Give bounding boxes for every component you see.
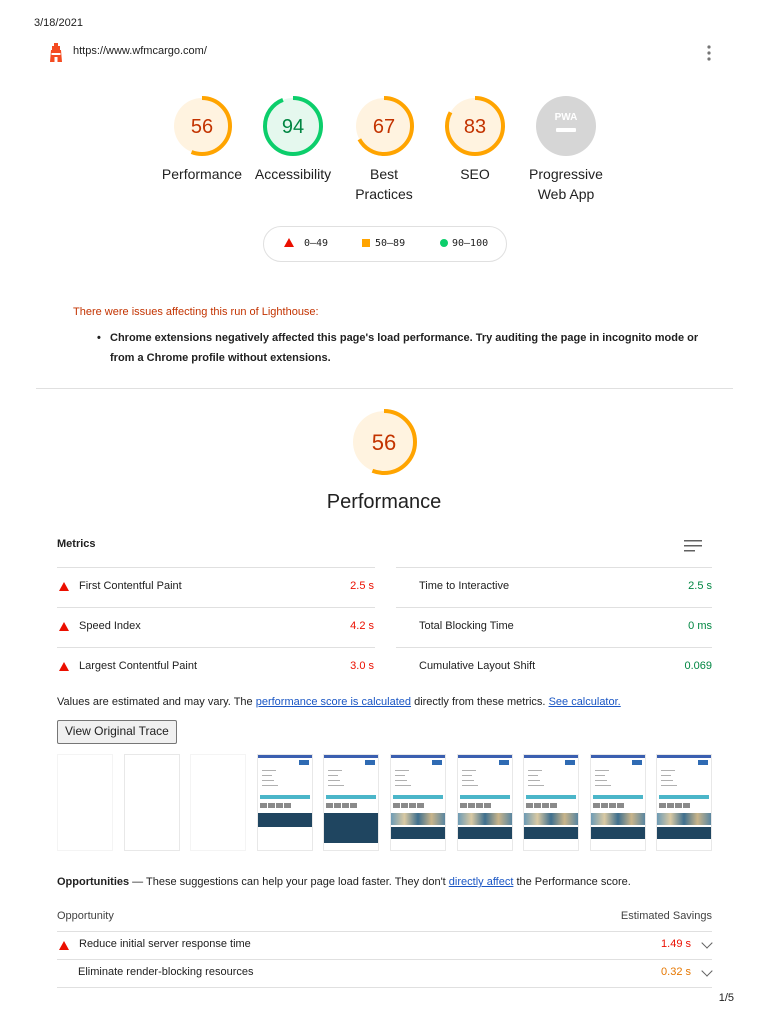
metric-value: 0 ms — [688, 620, 712, 632]
gauge-seo[interactable] — [427, 94, 523, 184]
row-divider — [396, 647, 712, 648]
gauge-label: Progressive Web App — [529, 166, 603, 202]
chevron-down-icon[interactable] — [701, 965, 712, 976]
fail-triangle-icon — [59, 662, 69, 671]
filmstrip-frame — [323, 754, 379, 851]
section-divider — [36, 388, 733, 389]
legend-fail: 0–49 — [304, 238, 329, 249]
svg-text:67: 67 — [372, 116, 396, 138]
gauge-accessibility[interactable] — [245, 94, 341, 184]
svg-text:94: 94 — [281, 116, 305, 138]
gauge-pwa[interactable] — [518, 94, 614, 204]
metric-value: 3.0 s — [350, 660, 374, 672]
note-text: Values are estimated and may vary. The — [57, 696, 256, 708]
opportunities-title: Opportunities — [57, 876, 130, 888]
legend-pass: 90–100 — [452, 238, 489, 249]
row-divider — [57, 647, 375, 648]
fail-triangle-icon — [284, 238, 294, 247]
metric-label: Largest Contentful Paint — [79, 660, 198, 672]
gauge-accessibility-ring — [261, 94, 325, 158]
more-options-icon[interactable] — [704, 44, 714, 62]
filmstrip-frame — [124, 754, 180, 851]
gauge-label: SEO — [460, 166, 490, 182]
filmstrip-frame — [590, 754, 646, 851]
filmstrip-frame — [57, 754, 113, 851]
col-estimated-savings: Estimated Savings — [620, 910, 712, 922]
gauge-label: Best Practices — [355, 166, 413, 202]
bullet: • — [97, 332, 101, 344]
gauge-seo-ring — [443, 94, 507, 158]
metric-value: 2.5 s — [688, 580, 712, 592]
svg-text:83: 83 — [463, 116, 487, 138]
filmstrip-frame — [190, 754, 246, 851]
view-original-trace-button[interactable]: View Original Trace — [57, 720, 177, 744]
row-divider — [396, 607, 712, 608]
metric-label: Cumulative Layout Shift — [419, 660, 536, 672]
opportunity-label: Eliminate render-blocking resources — [78, 966, 254, 978]
gauge-label: Accessibility — [254, 166, 332, 182]
gauge-label: Performance — [161, 166, 243, 182]
warning-title: There were issues affecting this run of Lighthouse: — [73, 306, 319, 318]
filmstrip-frame — [457, 754, 513, 851]
performance-gauge — [349, 407, 419, 477]
pass-circle-icon — [440, 239, 448, 247]
opportunity-row[interactable] — [57, 960, 712, 987]
filmstrip-frame — [257, 754, 313, 851]
page-number: 1/5 — [718, 992, 734, 1004]
metrics-heading: Metrics — [57, 538, 96, 550]
opportunity-savings: 0.32 s — [661, 966, 691, 978]
svg-text:56: 56 — [371, 430, 397, 455]
row-divider — [57, 987, 712, 988]
chevron-down-icon[interactable] — [701, 937, 712, 948]
col-opportunity: Opportunity — [57, 910, 114, 922]
see-calculator-link[interactable]: See calculator. — [548, 696, 621, 708]
filmstrip-frame — [390, 754, 446, 851]
row-divider — [57, 607, 375, 608]
directly-affect-link[interactable]: directly affect — [448, 876, 514, 888]
row-divider — [57, 567, 375, 568]
fail-triangle-icon — [59, 622, 69, 631]
fail-triangle-icon — [59, 941, 69, 950]
pwa-badge-icon — [534, 94, 598, 158]
legend-average: 50–89 — [375, 238, 406, 249]
metric-value: 2.5 s — [350, 580, 374, 592]
gauge-best-practices-ring — [352, 94, 416, 158]
opportunity-row[interactable] — [57, 932, 712, 959]
opportunity-savings: 1.49 s — [661, 938, 691, 950]
svg-text:56: 56 — [190, 116, 214, 138]
estimate-note — [57, 696, 621, 708]
score-calculated-link[interactable]: performance score is calculated — [255, 696, 412, 708]
filmstrip-frame — [523, 754, 579, 851]
gauge-best-practices[interactable] — [336, 94, 432, 204]
report-date: 3/18/2021 — [34, 17, 83, 29]
warning-item: Chrome extensions negatively affected this page's load performance. Try auditing the page in incognito mode or from a Chrome profile without extensions. — [110, 332, 699, 364]
lighthouse-icon — [48, 43, 64, 63]
metric-value: 0.069 — [684, 660, 712, 672]
fail-triangle-icon — [59, 582, 69, 591]
svg-text:PWA: PWA — [554, 112, 578, 123]
opportunities-heading — [57, 876, 631, 888]
gauge-performance-ring — [170, 94, 234, 158]
row-divider — [396, 567, 712, 568]
average-square-icon — [362, 239, 370, 247]
note-text: directly from these metrics. — [411, 696, 549, 708]
opportunities-text: — These suggestions can help your page load faster. They don't — [129, 876, 449, 888]
gauge-performance[interactable] — [154, 94, 250, 184]
page-url[interactable]: https://www.wfmcargo.com/ — [73, 45, 207, 57]
toggle-view-icon[interactable] — [684, 540, 702, 552]
opportunity-label: Reduce initial server response time — [79, 938, 251, 950]
filmstrip-frame — [656, 754, 712, 851]
metric-label: Total Blocking Time — [419, 620, 514, 632]
performance-title: Performance — [326, 491, 442, 513]
score-legend — [263, 226, 507, 262]
opportunities-text: the Performance score. — [513, 876, 631, 888]
metric-label: Speed Index — [79, 620, 141, 632]
metric-label: First Contentful Paint — [79, 580, 182, 592]
metric-label: Time to Interactive — [419, 580, 510, 592]
metric-value: 4.2 s — [350, 620, 374, 632]
